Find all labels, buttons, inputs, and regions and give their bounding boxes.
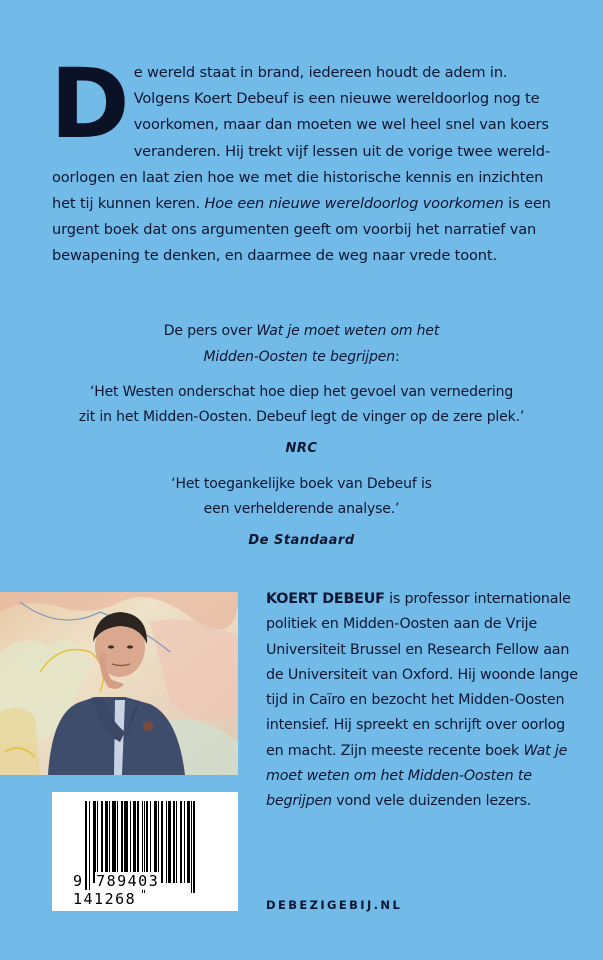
press-intro-prefix: De pers over — [163, 323, 257, 339]
blurb-paragraph — [50, 48, 557, 270]
isbn-first-digit: 9 — [73, 872, 84, 890]
isbn-group-1: 789403 — [96, 872, 160, 890]
author-photo-illustration — [0, 592, 238, 775]
book-title: Hoe een nieuwe wereldoorlog voorkomen — [204, 195, 504, 213]
quote-line: een verhelderende analyse.’ — [203, 501, 400, 517]
author-photo — [0, 592, 238, 775]
quote-line: ‘Het Westen onderschat hoe diep het gevoel van vernedering — [89, 384, 514, 400]
press-source: NRC — [285, 441, 318, 456]
author-name: KOERT DEBEUF — [266, 591, 385, 607]
press-intro-title-1: Wat je moet weten om het — [256, 323, 440, 339]
press-quote — [40, 472, 563, 522]
bio-text-1: is professor internationale politiek en Midden-Oosten aan de Vrije Universiteit Brussel en Research Fellow aan de Universiteit van Oxford. Hij woonde lange tijd in Caïro en bezocht het Midden-Oosten intensief. Hij spreekt en schrijft over oorlog en macht. Zijn meeste recente boek — [266, 591, 578, 759]
blurb-text-2: is een urgent boek dat ons argumenten geeft om voorbij het narratief van bewapening te denken, en daarmee de weg naar vrede toont. — [52, 195, 551, 265]
press-source: De Standaard — [248, 533, 355, 548]
isbn-barcode — [52, 792, 238, 911]
author-bio — [266, 587, 586, 815]
blurb-text-1: e wereld staat in brand, iedereen houdt de adem in. Volgens Koert Debeuf is een nieuwe wereldoorlog nog te voorkomen, maar dan moeten we wel heel snel van koers veranderen. Hij trekt vijf lessen uit de vorige twee wereldoorlogen en laat zien hoe we met die historische kennis en inzichten het tij kunnen keren. — [52, 64, 551, 213]
press-intro — [40, 318, 563, 370]
publisher-website-link[interactable]: DEBEZIGEBIJ.NL — [266, 898, 403, 912]
previous-book-title: Wat je moet weten om het Midden-Oosten te begrijpen — [266, 742, 568, 810]
isbn-number — [72, 872, 232, 908]
isbn-group-2: 141268 — [73, 890, 137, 908]
quote-line: ‘Het toegankelijke boek van Debeuf is — [171, 476, 432, 492]
bio-text-2: vond vele duizenden lezers. — [331, 793, 532, 810]
press-section — [40, 318, 563, 564]
press-intro-suffix: : — [394, 349, 400, 365]
quote-line: zit in het Midden-Oosten. Debeuf legt de vinger op de zere plek.’ — [78, 409, 525, 425]
press-quote — [40, 380, 563, 430]
drop-cap: D — [50, 48, 126, 160]
press-intro-title-2: Midden-Oosten te begrijpen — [203, 349, 395, 365]
